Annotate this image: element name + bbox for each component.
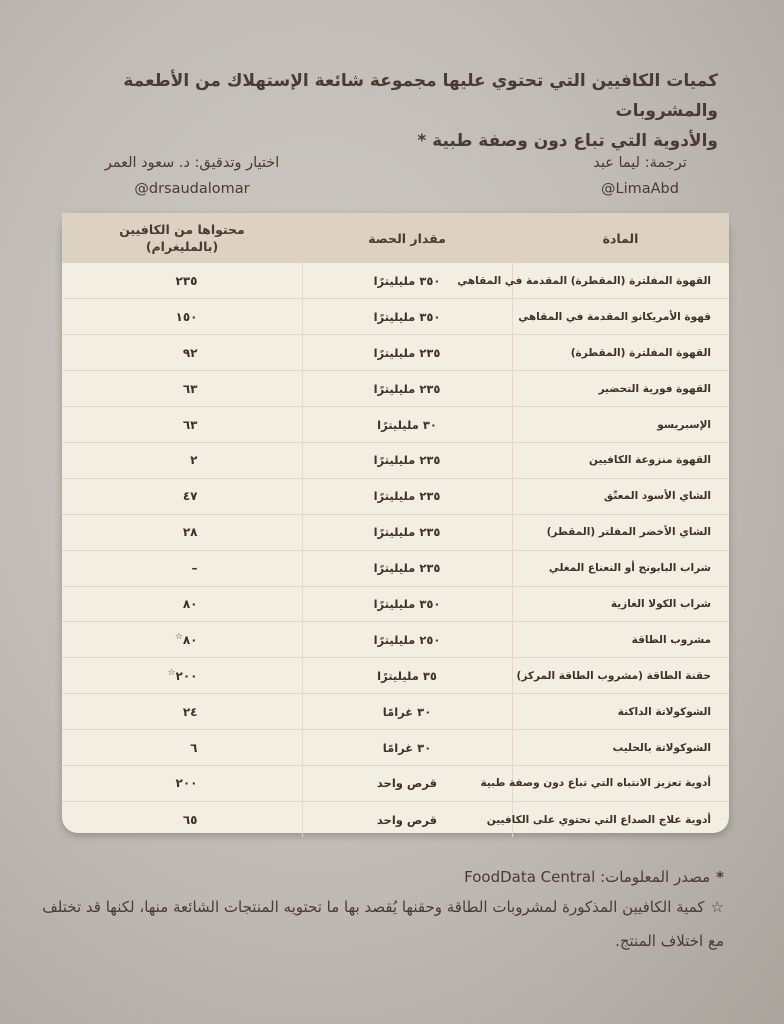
asterisk-symbol: * [716, 868, 724, 886]
translator-credit [580, 150, 700, 202]
table-row [62, 335, 729, 371]
cell-serving: ٢٣٥ مليليترًا [302, 442, 512, 478]
star-icon: ☆ [174, 632, 183, 643]
cell-serving: ٣٥٠ مليليترًا [302, 586, 512, 622]
cell-caffeine [62, 586, 302, 622]
cell-food: قهوة الأمريكانو المقدمة في المقاهي [512, 299, 729, 335]
cell-serving: ٢٣٥ مليليترًا [302, 550, 512, 586]
cell-caffeine [62, 730, 302, 766]
table-row [62, 407, 729, 443]
cell-food: الشوكولاتة الداكنة [512, 694, 729, 730]
table-row [62, 801, 729, 837]
cell-food: الشاي الأسود المعتّق [512, 478, 729, 514]
table-row [62, 586, 729, 622]
energy-text: كمية الكافيين المذكورة لمشروبات الطاقة وحقنها يُقصد بها ما تحتويه المنتجات الشائعة منها، لكنها قد تختلف مع اختلاف المنتج. [42, 898, 724, 950]
cell-serving: ٣٠ غرامًا [302, 694, 512, 730]
table-row [62, 622, 729, 658]
page-title [38, 66, 718, 156]
cell-caffeine [62, 371, 302, 407]
cell-food: القهوة فورية التحضير [512, 371, 729, 407]
caffeine-value: ١٥٠ [175, 309, 198, 324]
cell-food: الإسبريسو [512, 407, 729, 443]
cell-food: الشوكولاتة بالحليب [512, 730, 729, 766]
cell-caffeine [62, 514, 302, 550]
table-row [62, 263, 729, 299]
cell-caffeine [62, 765, 302, 801]
cell-food: القهوة المفلترة (المقطرة) المقدمة في المقاهي [512, 263, 729, 299]
cell-food: الشاي الأخضر المفلتر (المقطر) [512, 514, 729, 550]
table-row [62, 514, 729, 550]
cell-serving: ٢٣٥ مليليترًا [302, 514, 512, 550]
header-caffeine-line1: محتواها من الكافيين [119, 222, 245, 237]
table-row [62, 442, 729, 478]
caffeine-value: ٦٣ [182, 417, 198, 432]
table-row [62, 694, 729, 730]
cell-caffeine [62, 622, 302, 658]
header-caffeine-line2: (بالمليغرام) [145, 239, 219, 254]
cell-food: مشروب الطاقة [512, 622, 729, 658]
header-serving: مقدار الحصة [368, 230, 446, 246]
caffeine-value: ٢٠٠ [175, 669, 198, 684]
cell-caffeine [62, 801, 302, 837]
translator-name: ترجمة: ليما عبد [593, 155, 687, 171]
cell-caffeine [62, 263, 302, 299]
cell-serving: قرص واحد [302, 765, 512, 801]
cell-caffeine [62, 335, 302, 371]
star-icon: ☆ [167, 668, 176, 679]
caffeine-value: ٢٣٥ [175, 273, 198, 288]
cell-food: أدوية علاج الصداع التي تحتوي على الكافيين [512, 801, 729, 837]
cell-serving: قرص واحد [302, 801, 512, 837]
table-row [62, 371, 729, 407]
star-icon: ☆ [710, 898, 724, 916]
reviewer-handle: @drsaudalomar [134, 181, 250, 197]
caffeine-value: ٢ [190, 453, 198, 468]
table-row [62, 765, 729, 801]
table-body [62, 263, 729, 837]
caffeine-value: ٢٤ [182, 704, 198, 719]
cell-serving: ٢٣٥ مليليترًا [302, 335, 512, 371]
cell-food: القهوة منزوعة الكافيين [512, 442, 729, 478]
caffeine-value: ٢٨ [182, 525, 198, 540]
footnotes [34, 864, 724, 958]
reviewer-name: اختيار وتدقيق: د. سعود العمر [104, 155, 280, 171]
cell-food: أدوية تعزيز الانتباه التي تباع دون وصفة طبية [512, 765, 729, 801]
table-row [62, 299, 729, 335]
cell-food: شراب الكولا الغازية [512, 586, 729, 622]
cell-caffeine [62, 478, 302, 514]
table-header-row [62, 213, 729, 263]
cell-caffeine [62, 299, 302, 335]
header-caffeine [62, 213, 302, 263]
cell-serving: ٣٥٠ مليليترًا [302, 299, 512, 335]
cell-caffeine [62, 658, 302, 694]
cell-caffeine [62, 694, 302, 730]
cell-serving: ٢٣٥ مليليترًا [302, 371, 512, 407]
caffeine-value: ٦٥ [182, 812, 198, 827]
cell-food: شراب البابونج أو النعناع المغلي [512, 550, 729, 586]
reviewer-credit [72, 150, 312, 202]
title-line-1: كميات الكافيين التي تحتوي عليها مجموعة شائعة الإستهلاك من الأطعمة والمشروبات [123, 71, 718, 121]
cell-food: حقنة الطاقة (مشروب الطاقة المركز) [512, 658, 729, 694]
caffeine-value: ٩٢ [182, 345, 198, 360]
cell-serving: ٣٠ مليليترًا [302, 407, 512, 443]
caffeine-table-card [62, 213, 729, 833]
cell-caffeine [62, 407, 302, 443]
source-note [34, 864, 724, 890]
caffeine-value: ٢٠٠ [175, 776, 198, 791]
caffeine-value: ٨٠ [182, 596, 198, 611]
table-row [62, 730, 729, 766]
caffeine-value: ٤٧ [182, 489, 198, 504]
table-row [62, 658, 729, 694]
cell-serving: ٣٥٠ مليليترًا [302, 263, 512, 299]
cell-caffeine [62, 442, 302, 478]
caffeine-table [62, 213, 729, 837]
caffeine-value: ٨٠ [182, 633, 198, 648]
caffeine-value: – [191, 561, 198, 576]
table-row [62, 478, 729, 514]
source-text: مصدر المعلومات: FoodData Central [464, 868, 711, 886]
cell-serving: ٣٠ غرامًا [302, 730, 512, 766]
cell-serving: ٢٥٠ مليليترًا [302, 622, 512, 658]
header-food: المادة [602, 230, 639, 246]
title-line-2: والأدوية التي تباع دون وصفة طبية * [417, 131, 718, 151]
cell-serving: ٢٣٥ مليليترًا [302, 478, 512, 514]
translator-handle: @LimaAbd [601, 181, 679, 197]
table-row [62, 550, 729, 586]
caffeine-value: ٦ [190, 740, 198, 755]
energy-note [34, 890, 724, 958]
cell-serving: ٣٥ مليليترًا [302, 658, 512, 694]
cell-caffeine [62, 550, 302, 586]
cell-food: القهوة المفلترة (المقطرة) [512, 335, 729, 371]
caffeine-value: ٦٣ [182, 381, 198, 396]
